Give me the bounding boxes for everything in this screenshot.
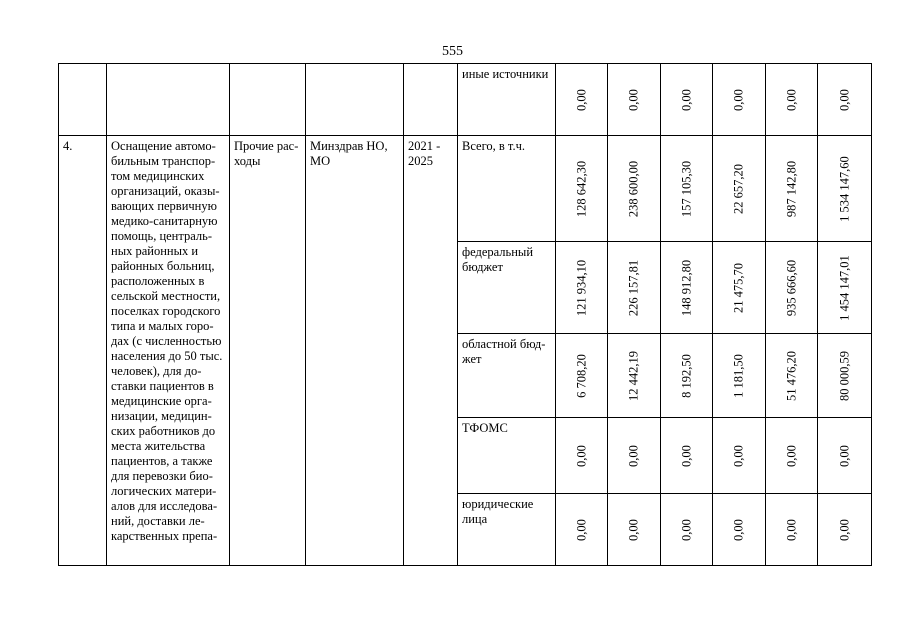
- value-text: 987 142,80: [784, 160, 798, 217]
- value-text: 8 192,50: [679, 353, 693, 398]
- item-number: 4.: [59, 136, 107, 566]
- funding-source-cell: юридические лица: [458, 494, 556, 566]
- funding-source-cell: Всего, в т.ч.: [458, 136, 556, 242]
- value-cell: 0,00: [661, 64, 713, 136]
- value-cell: [608, 418, 661, 494]
- value-cell: [608, 334, 661, 418]
- value-text: 22 657,20: [731, 163, 746, 214]
- value-text: 1 181,50: [731, 353, 746, 398]
- value-cell: [661, 334, 713, 418]
- value-cell: [766, 242, 818, 334]
- value-text: 1 534 147,60: [837, 155, 851, 222]
- value-cell: 0,00: [608, 64, 661, 136]
- executor: Минздрав НО, МО: [306, 136, 404, 566]
- value-cell: [556, 242, 608, 334]
- funding-source-cell: иные источники: [458, 64, 556, 136]
- expense-type: Прочие рас- ходы: [230, 136, 306, 566]
- value-text: 0,00: [784, 518, 798, 541]
- value-cell: [818, 136, 872, 242]
- value-text: 12 442,19: [626, 350, 641, 401]
- value-cell: [713, 136, 766, 242]
- value-cell: 0,00: [713, 64, 766, 136]
- value-cell: [766, 494, 818, 566]
- value-text: 0,00: [679, 444, 693, 467]
- value-cell: [818, 494, 872, 566]
- empty-cell: [59, 64, 107, 136]
- value-cell: [661, 418, 713, 494]
- table-row-total: [59, 136, 872, 242]
- value-cell: [661, 136, 713, 242]
- value-text: 0,00: [574, 444, 588, 467]
- value-cell: [713, 494, 766, 566]
- value-text: 0,00: [837, 444, 851, 467]
- value-cell: [556, 136, 608, 242]
- value-cell: [661, 494, 713, 566]
- value-cell: [766, 334, 818, 418]
- page-number: 555: [442, 44, 463, 59]
- empty-cell: [404, 64, 458, 136]
- funding-source-cell: федеральный бюджет: [458, 242, 556, 334]
- value-text: 121 934,10: [574, 259, 588, 316]
- value-cell: [713, 418, 766, 494]
- value-text: 21 475,70: [731, 262, 746, 313]
- value-text: 6 708,20: [574, 353, 588, 398]
- value-text: 238 600,00: [626, 160, 641, 217]
- value-cell: [608, 494, 661, 566]
- value-text: 0,00: [837, 518, 851, 541]
- value-cell: 0,00: [556, 64, 608, 136]
- value-text: 51 476,20: [784, 350, 798, 401]
- value-cell: [608, 242, 661, 334]
- value-text: 226 157,81: [626, 259, 641, 316]
- value-text: 80 000,59: [837, 350, 851, 401]
- item-description: Оснащение автомо- бильным транспор- том медицинских организаций, оказы- вающих первичную медико-санитарную помощь, централь- ных районных и районных больниц, расположенных в сельской местности, поселках городского типа и малых горо- дах (с численностью населения до 50 тыс. человек), для до- ставки пациентов в медицинские орга- низации, медицин- ских работников до места жительства пациентов, а также для перевозки био- логических матери- алов для исследова- ний, доставки ле- карственных препа-: [107, 136, 230, 566]
- empty-cell: [306, 64, 404, 136]
- value-cell: [818, 242, 872, 334]
- value-text: 0,00: [679, 518, 693, 541]
- value-cell: [766, 136, 818, 242]
- value-text: 0,00: [626, 444, 641, 467]
- value-cell: [713, 334, 766, 418]
- value-cell: [608, 136, 661, 242]
- value-text: 0,00: [626, 518, 641, 541]
- value-cell: [556, 494, 608, 566]
- value-cell: [556, 334, 608, 418]
- program-table: [58, 63, 872, 566]
- value-text: 148 912,80: [679, 259, 693, 316]
- empty-cell: [107, 64, 230, 136]
- funding-source-cell: областной бюд- жет: [458, 334, 556, 418]
- value-text: 0,00: [731, 444, 746, 467]
- value-cell: [661, 242, 713, 334]
- value-text: 128 642,30: [574, 160, 588, 217]
- value-text: 0,00: [784, 444, 798, 467]
- value-text: 157 105,30: [679, 160, 693, 217]
- funding-source-cell: ТФОМС: [458, 418, 556, 494]
- period: 2021 - 2025: [404, 136, 458, 566]
- value-cell: [713, 242, 766, 334]
- value-cell: [766, 418, 818, 494]
- value-cell: [818, 334, 872, 418]
- value-cell: [556, 418, 608, 494]
- value-text: 1 454 147,01: [837, 254, 851, 321]
- value-cell: 0,00: [766, 64, 818, 136]
- value-text: 0,00: [731, 518, 746, 541]
- value-cell: 0,00: [818, 64, 872, 136]
- value-text: 935 666,60: [784, 259, 798, 316]
- table-row-other-sources: [59, 64, 872, 136]
- empty-cell: [230, 64, 306, 136]
- value-cell: [818, 418, 872, 494]
- value-text: 0,00: [574, 518, 588, 541]
